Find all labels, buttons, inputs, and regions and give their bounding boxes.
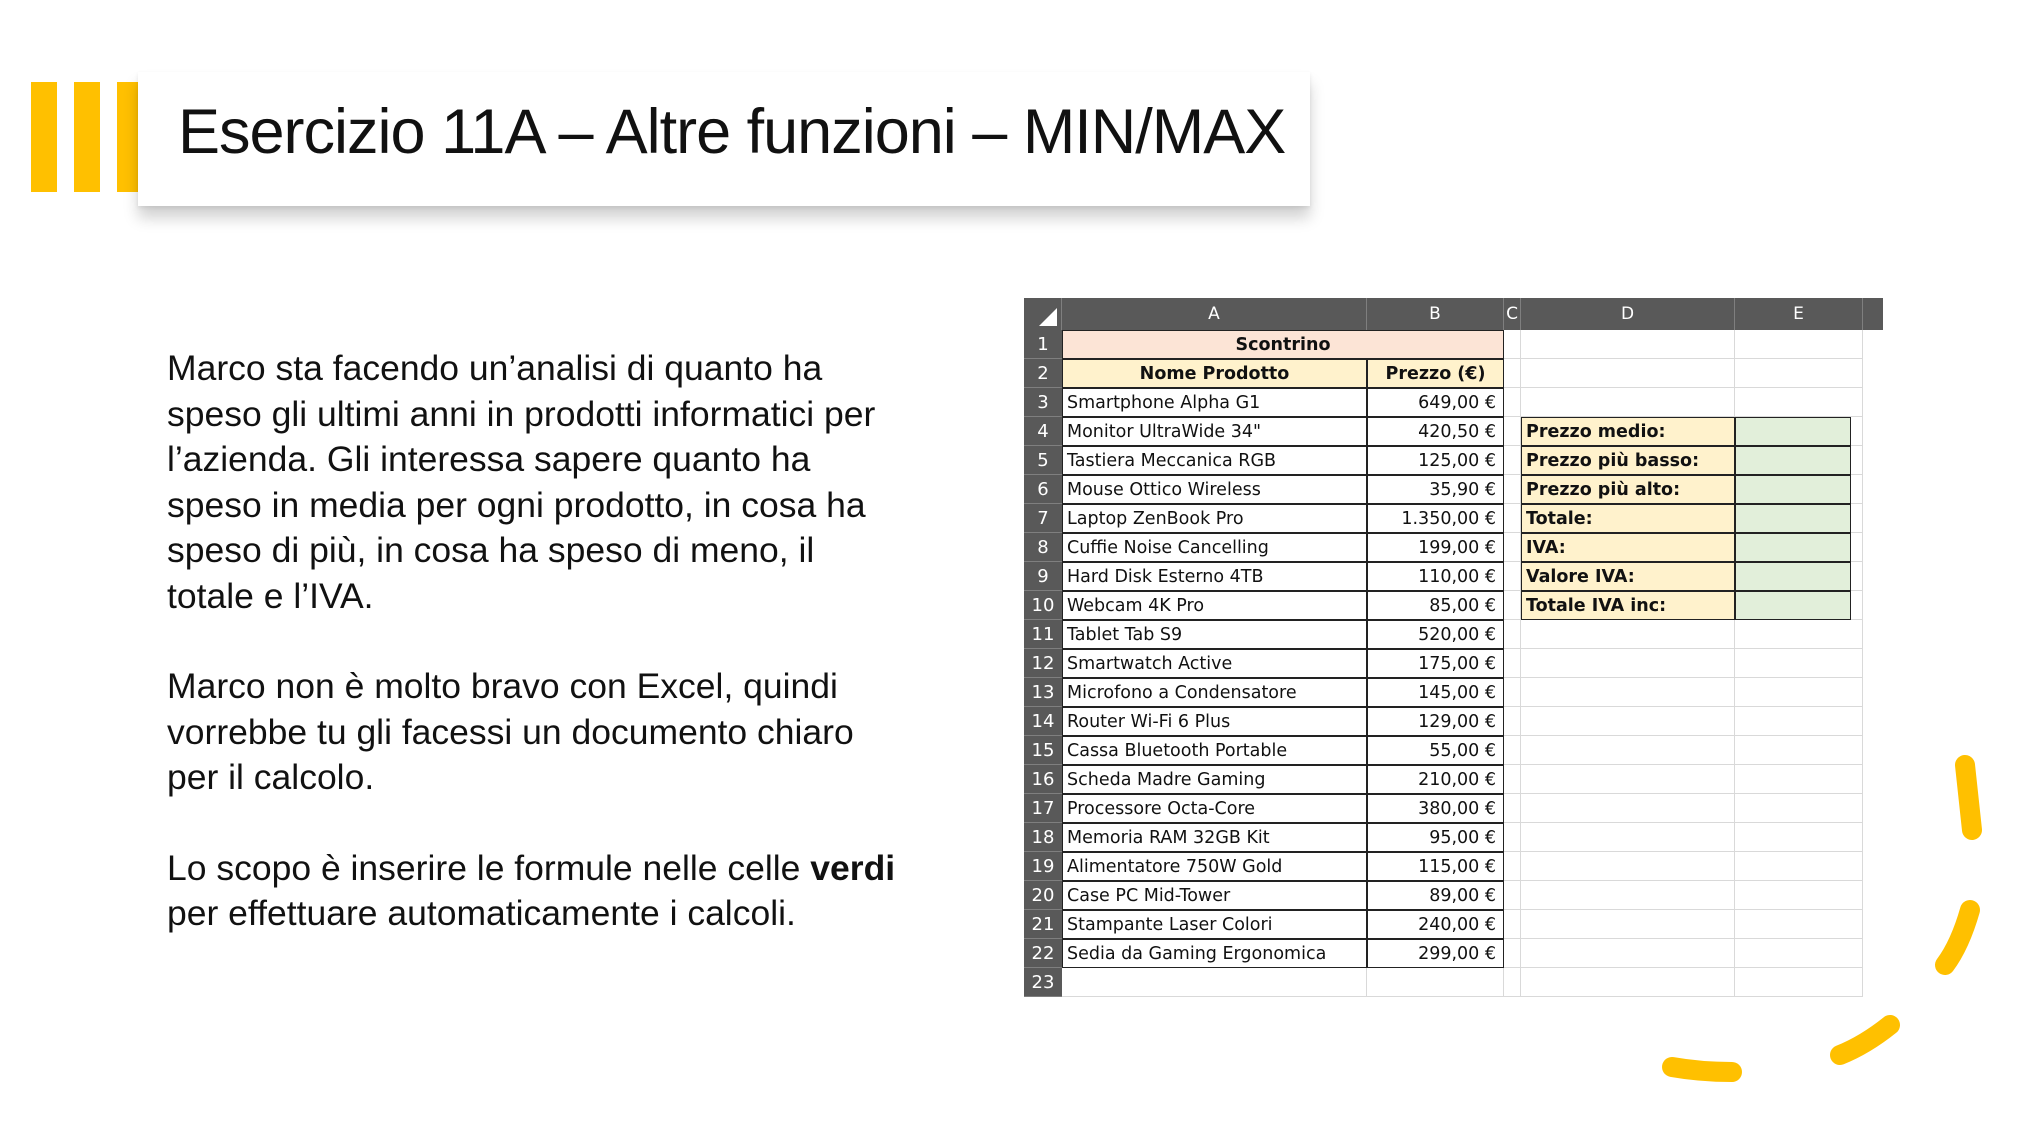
product-price-cell[interactable]: 210,00 €: [1367, 765, 1504, 794]
product-name-cell[interactable]: Router Wi-Fi 6 Plus: [1062, 707, 1367, 736]
grid-cell[interactable]: [1504, 794, 1521, 823]
product-name-cell[interactable]: Monitor UltraWide 34": [1062, 417, 1367, 446]
product-price-cell[interactable]: 85,00 €: [1367, 591, 1504, 620]
grid-cell[interactable]: [1504, 707, 1521, 736]
grid-cell[interactable]: [1735, 330, 1863, 359]
product-price-cell[interactable]: 299,00 €: [1367, 939, 1504, 968]
grid-cell[interactable]: [1521, 707, 1735, 736]
product-name-cell[interactable]: Scheda Madre Gaming: [1062, 765, 1367, 794]
product-name-cell[interactable]: Smartwatch Active: [1062, 649, 1367, 678]
accent-bar: [31, 82, 57, 192]
product-price-cell[interactable]: 649,00 €: [1367, 388, 1504, 417]
product-name-cell[interactable]: Processore Octa-Core: [1062, 794, 1367, 823]
summary-formula-input[interactable]: [1735, 417, 1851, 446]
grid-cell[interactable]: [1367, 968, 1504, 997]
summary-formula-input[interactable]: [1735, 446, 1851, 475]
product-name-cell[interactable]: Microfono a Condensatore: [1062, 678, 1367, 707]
summary-label-cell[interactable]: Prezzo più alto:: [1521, 475, 1735, 504]
product-price-cell[interactable]: 520,00 €: [1367, 620, 1504, 649]
paragraph-text: Lo scopo è inserire le formule nelle celle: [167, 847, 811, 888]
product-name-cell[interactable]: Tablet Tab S9: [1062, 620, 1367, 649]
receipt-title-cell[interactable]: Scontrino: [1062, 330, 1504, 359]
product-name-cell[interactable]: Sedia da Gaming Ergonomica: [1062, 939, 1367, 968]
summary-label-cell[interactable]: Totale:: [1521, 504, 1735, 533]
grid-cell[interactable]: [1504, 475, 1521, 504]
grid-cell[interactable]: [1735, 620, 1863, 649]
column-header-filler: [1863, 298, 1883, 330]
accent-bar: [117, 82, 139, 192]
grid-cell[interactable]: [1521, 678, 1735, 707]
grid-cell[interactable]: [1504, 446, 1521, 475]
product-price-cell[interactable]: 115,00 €: [1367, 852, 1504, 881]
product-name-cell[interactable]: Cassa Bluetooth Portable: [1062, 736, 1367, 765]
row-header[interactable]: 6: [1024, 475, 1062, 504]
grid-cell[interactable]: [1504, 968, 1521, 997]
grid-cell[interactable]: [1735, 707, 1863, 736]
summary-formula-input[interactable]: [1735, 562, 1851, 591]
summary-label-cell[interactable]: IVA:: [1521, 533, 1735, 562]
summary-label-cell[interactable]: Totale IVA inc:: [1521, 591, 1735, 620]
product-price-cell[interactable]: 125,00 €: [1367, 446, 1504, 475]
row-header[interactable]: 8: [1024, 533, 1062, 562]
row-header[interactable]: 10: [1024, 591, 1062, 620]
row-header[interactable]: 17: [1024, 794, 1062, 823]
row-header[interactable]: 21: [1024, 910, 1062, 939]
row-header[interactable]: 13: [1024, 678, 1062, 707]
product-name-cell[interactable]: Memoria RAM 32GB Kit: [1062, 823, 1367, 852]
product-name-cell[interactable]: Laptop ZenBook Pro: [1062, 504, 1367, 533]
slide-title: Esercizio 11A – Altre funzioni – MIN/MAX: [178, 97, 1286, 167]
row-header[interactable]: 9: [1024, 562, 1062, 591]
grid-cell[interactable]: [1504, 388, 1521, 417]
grid-cell[interactable]: [1504, 417, 1521, 446]
column-header-b[interactable]: B: [1367, 298, 1504, 330]
row-header[interactable]: 14: [1024, 707, 1062, 736]
row-header[interactable]: 2: [1024, 359, 1062, 388]
product-price-cell[interactable]: 110,00 €: [1367, 562, 1504, 591]
accent-bar: [74, 82, 100, 192]
select-all-corner[interactable]: [1024, 298, 1062, 330]
product-name-cell[interactable]: Smartphone Alpha G1: [1062, 388, 1367, 417]
summary-formula-input[interactable]: [1735, 475, 1851, 504]
grid-cell[interactable]: [1504, 852, 1521, 881]
row-header[interactable]: 16: [1024, 765, 1062, 794]
product-name-cell[interactable]: Tastiera Meccanica RGB: [1062, 446, 1367, 475]
grid-cell[interactable]: [1504, 562, 1521, 591]
grid-cell[interactable]: [1504, 620, 1521, 649]
grid-cell[interactable]: [1504, 823, 1521, 852]
grid-cell[interactable]: [1504, 910, 1521, 939]
paragraph: Marco sta facendo un’analisi di quanto ha speso gli ultimi anni in prodotti informatici per l’azienda. Gli interessa sapere quanto ha speso in media per ogni prodotto, in cosa ha speso di più, in cosa ha speso di meno, il totale e l’IVA.: [167, 348, 876, 616]
row-header[interactable]: 3: [1024, 388, 1062, 417]
grid-cell[interactable]: [1504, 678, 1521, 707]
grid-cell[interactable]: [1504, 591, 1521, 620]
summary-formula-input[interactable]: [1735, 591, 1851, 620]
grid-cell[interactable]: [1504, 881, 1521, 910]
row-header[interactable]: 7: [1024, 504, 1062, 533]
grid-cell[interactable]: [1735, 678, 1863, 707]
product-price-cell[interactable]: 380,00 €: [1367, 794, 1504, 823]
product-name-cell[interactable]: Hard Disk Esterno 4TB: [1062, 562, 1367, 591]
row-header[interactable]: 22: [1024, 939, 1062, 968]
grid-cell[interactable]: [1504, 939, 1521, 968]
grid-cell[interactable]: [1735, 649, 1863, 678]
row-header[interactable]: 20: [1024, 881, 1062, 910]
summary-label-cell[interactable]: Prezzo medio:: [1521, 417, 1735, 446]
column-header-d[interactable]: D: [1521, 298, 1735, 330]
grid-cell[interactable]: [1735, 359, 1863, 388]
grid-cell[interactable]: [1521, 330, 1735, 359]
grid-cell[interactable]: [1735, 388, 1863, 417]
product-price-cell[interactable]: 175,00 €: [1367, 649, 1504, 678]
grid-cell[interactable]: [1504, 533, 1521, 562]
summary-formula-input[interactable]: [1735, 504, 1851, 533]
title-card: [138, 72, 1310, 206]
grid-cell[interactable]: [1504, 649, 1521, 678]
grid-cell[interactable]: [1521, 649, 1735, 678]
grid-cell[interactable]: [1504, 765, 1521, 794]
bold-word: verdi: [810, 847, 896, 888]
product-name-cell[interactable]: Mouse Ottico Wireless: [1062, 475, 1367, 504]
row-header[interactable]: 11: [1024, 620, 1062, 649]
grid-cell[interactable]: [1521, 359, 1735, 388]
product-name-cell[interactable]: Alimentatore 750W Gold: [1062, 852, 1367, 881]
grid-cell[interactable]: [1521, 620, 1735, 649]
product-price-cell[interactable]: 129,00 €: [1367, 707, 1504, 736]
product-name-cell[interactable]: Stampante Laser Colori: [1062, 910, 1367, 939]
product-price-cell[interactable]: 420,50 €: [1367, 417, 1504, 446]
row-header[interactable]: 12: [1024, 649, 1062, 678]
row-header[interactable]: 15: [1024, 736, 1062, 765]
summary-formula-input[interactable]: [1735, 533, 1851, 562]
decorative-dashes: [1640, 740, 2020, 1120]
summary-label-cell[interactable]: Valore IVA:: [1521, 562, 1735, 591]
product-price-cell[interactable]: 1.350,00 €: [1367, 504, 1504, 533]
product-name-cell[interactable]: Cuffie Noise Cancelling: [1062, 533, 1367, 562]
grid-cell[interactable]: [1504, 330, 1521, 359]
product-price-cell[interactable]: 145,00 €: [1367, 678, 1504, 707]
grid-cell[interactable]: [1504, 736, 1521, 765]
row-header[interactable]: 1: [1024, 330, 1062, 359]
row-header[interactable]: 18: [1024, 823, 1062, 852]
row-header[interactable]: 23: [1024, 968, 1062, 997]
product-price-cell[interactable]: 240,00 €: [1367, 910, 1504, 939]
row-header[interactable]: 19: [1024, 852, 1062, 881]
grid-cell[interactable]: [1504, 359, 1521, 388]
paragraph: Marco non è molto bravo con Excel, quindi vorrebbe tu gli facessi un documento chiaro per il calcolo.: [167, 666, 854, 797]
product-price-cell[interactable]: 89,00 €: [1367, 881, 1504, 910]
grid-cell[interactable]: [1504, 504, 1521, 533]
product-price-cell[interactable]: 199,00 €: [1367, 533, 1504, 562]
row-header[interactable]: 5: [1024, 446, 1062, 475]
exercise-text: [167, 346, 907, 982]
product-price-cell[interactable]: 95,00 €: [1367, 823, 1504, 852]
product-name-cell[interactable]: Webcam 4K Pro: [1062, 591, 1367, 620]
header-product-name[interactable]: Nome Prodotto: [1062, 359, 1367, 388]
column-header-a[interactable]: A: [1062, 298, 1367, 330]
summary-label-cell[interactable]: Prezzo più basso:: [1521, 446, 1735, 475]
paragraph: [167, 846, 907, 937]
paragraph-text: per effettuare automaticamente i calcoli.: [167, 893, 796, 933]
grid-cell[interactable]: [1062, 968, 1367, 997]
column-header-e[interactable]: E: [1735, 298, 1863, 330]
product-price-cell[interactable]: 55,00 €: [1367, 736, 1504, 765]
row-header[interactable]: 4: [1024, 417, 1062, 446]
product-price-cell[interactable]: 35,90 €: [1367, 475, 1504, 504]
header-price[interactable]: Prezzo (€): [1367, 359, 1504, 388]
grid-cell[interactable]: [1521, 388, 1735, 417]
product-name-cell[interactable]: Case PC Mid-Tower: [1062, 881, 1367, 910]
column-header-c[interactable]: C: [1504, 298, 1521, 330]
